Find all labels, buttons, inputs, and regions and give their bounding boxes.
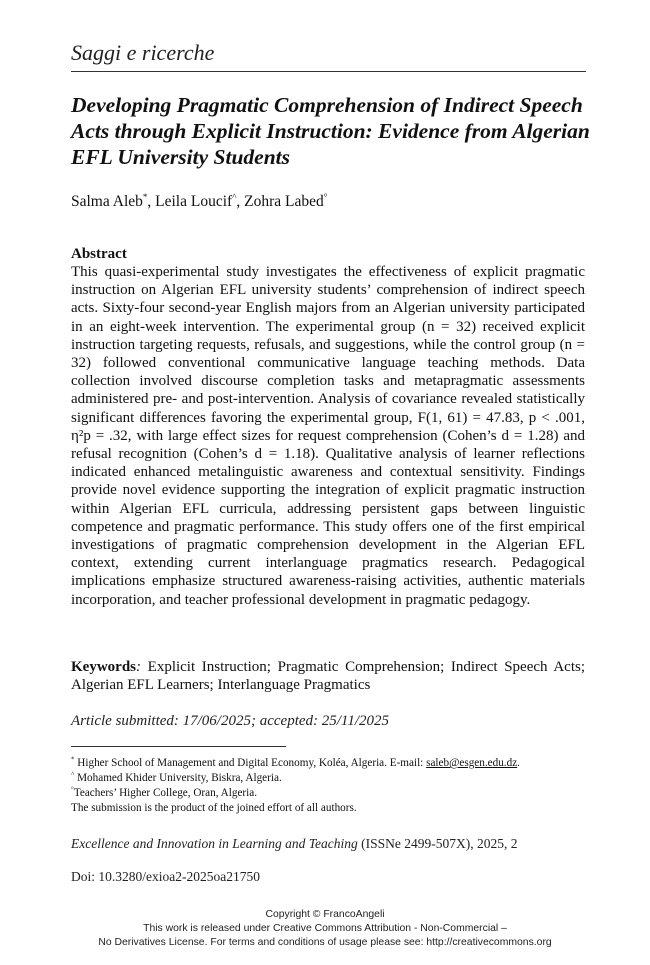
- journal-citation: [71, 836, 517, 852]
- article-title: Developing Pragmatic Comprehension of Indirect Speech Acts through Explicit Instruction: Evidence from Algerian EFL University Students: [71, 93, 590, 169]
- abstract-heading: Abstract: [71, 246, 127, 262]
- author-name: Salma Aleb: [71, 193, 143, 210]
- submission-dates: Article submitted: 17/06/2025; accepted: 25/11/2025: [71, 713, 389, 729]
- footnote-divider: [71, 746, 286, 747]
- author-mark: *: [142, 191, 148, 202]
- doi: Doi: 10.3280/exioa2-2025oa21750: [71, 869, 260, 884]
- license-line: This work is released under Creative Commons Attribution - Non-Commercial –: [143, 923, 507, 934]
- footnote-contribution: The submission is the product of the joined effort of all authors.: [71, 802, 357, 814]
- license-notice: [0, 908, 650, 950]
- email-link[interactable]: saleb@esgen.edu.dz: [426, 757, 518, 769]
- keywords-label: Keywords: [71, 659, 136, 675]
- footnote-mark: *: [71, 755, 75, 764]
- author-list: Salma Aleb*, Leila Loucif^, Zohra Labed°: [71, 191, 328, 210]
- section-heading: Saggi e ricerche: [71, 40, 215, 65]
- footnote-text: Teachers’ Higher College, Oran, Algeria.: [73, 787, 258, 799]
- footnote-affiliation-1: [71, 756, 591, 771]
- footnote-end: .: [517, 757, 520, 769]
- footnotes: [71, 756, 591, 816]
- section-divider: [71, 71, 586, 72]
- author-mark: °: [323, 191, 328, 202]
- footnote-text: Mohamed Khider University, Biskra, Algeria.: [74, 772, 282, 784]
- footnote-text: Higher School of Management and Digital Economy, Koléa, Algeria. E-mail:: [74, 757, 427, 769]
- footnote-affiliation-2: [71, 771, 591, 786]
- keywords-separator: :: [136, 659, 141, 675]
- copyright-line: Copyright © FrancoAngeli: [265, 909, 385, 920]
- keywords: [71, 658, 585, 694]
- keywords-list: Explicit Instruction; Pragmatic Comprehension; Indirect Speech Acts; Algerian EFL Learners; Interlanguage Pragmatics: [71, 659, 585, 694]
- license-line: No Derivatives License. For terms and conditions of usage please see: http://creativecommons.org: [98, 937, 552, 948]
- abstract-text: This quasi-experimental study investigates the effectiveness of explicit pragmatic instruction on Algerian EFL university students’ comprehension of indirect speech acts. Sixty-four second-year English majors from an Algerian university participated in an eight-week intervention. The experimental group (n = 32) received explicit instruction targeting requests, refusals, and suggestions, while the control group (n = 32) followed conventional communicative language teaching methods. Data collection involved discourse completion tasks and metapragmatic assessments administered pre- and post-intervention. Analysis of covariance revealed statistically significant differences favoring the experimental group, F(1, 61) = 47.83, p < .001, η²p = .32, with large effect sizes for request comprehension (Cohen’s d = 1.28) and refusal recognition (Cohen’s d = 1.18). Qualitative analysis of learner reflections indicated enhanced metalinguistic awareness and contextual sensitivity. Findings provide novel evidence supporting the integration of explicit pragmatic instruction within Algerian EFL curricula, addressing persistent gaps between linguistic competence and pragmatic performance. This study offers one of the first empirical investigations of pragmatic comprehension development in the Algerian EFL context, extending current interlanguage pragmatics research. Pedagogical implications emphasize structured awareness-raising activities, authentic materials incorporation, and teacher professional development in pragmatic pedagogy.: [71, 264, 585, 608]
- footnote-mark: °: [71, 785, 74, 794]
- footnote-mark: ^: [71, 770, 75, 779]
- footnote-affiliation-3: [71, 786, 591, 801]
- author-name: Zohra Labed: [244, 193, 324, 210]
- author-mark: ^: [232, 191, 237, 202]
- journal-details: (ISSNe 2499-507X), 2025, 2: [357, 836, 518, 851]
- author-name: Leila Loucif: [155, 193, 233, 210]
- journal-name: Excellence and Innovation in Learning and Teaching: [71, 836, 358, 851]
